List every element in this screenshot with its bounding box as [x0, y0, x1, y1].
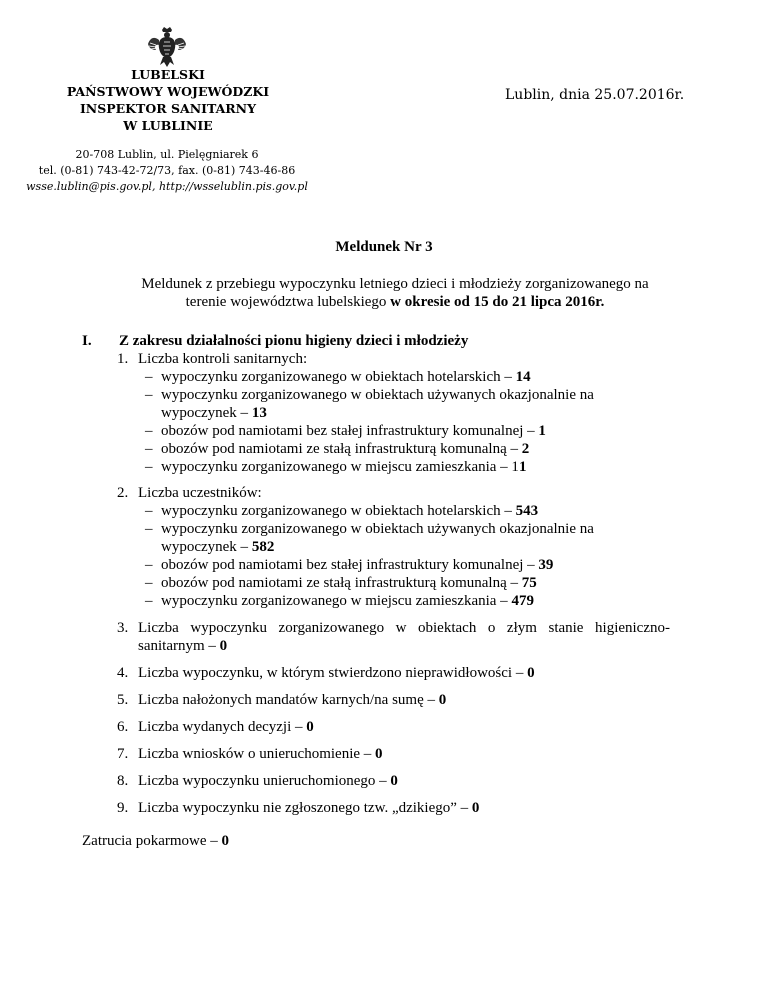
intro-period: w okresie od 15 do 21 lipca 2016r.: [390, 294, 605, 310]
list-item: wypoczynku zorganizowanego w obiektach używanych okazjonalnie na wypoczynek – 582: [161, 521, 594, 555]
item-text: Liczba wypoczynku nie zgłoszonego tzw. „dzikiego” – 0: [138, 800, 480, 816]
bullet-dash: –: [145, 369, 153, 385]
org-line: LUBELSKI: [131, 67, 205, 82]
org-line: INSPEKTOR SANITARNY: [79, 101, 257, 116]
bullet-dash: –: [145, 521, 153, 537]
list-item: wypoczynku zorganizowanego w obiektach używanych okazjonalnie na wypoczynek – 13: [161, 387, 594, 421]
intro-paragraph: [100, 275, 690, 311]
section-heading: [82, 333, 468, 350]
bullet-dash: –: [145, 557, 153, 573]
item-number: 9.: [117, 800, 129, 816]
bullet-dash: –: [145, 575, 153, 591]
item-number: 4.: [117, 665, 129, 681]
item-text: Liczba nałożonych mandatów karnych/na sumę – 0: [138, 692, 447, 708]
document-date: Lublin, dnia 25.07.2016r.: [505, 87, 685, 103]
item-number: 6.: [117, 719, 129, 735]
list-item: obozów pod namiotami bez stałej infrastruktury komunalnej – 1: [161, 423, 546, 439]
item-number: 2.: [117, 485, 129, 501]
bullet-dash: –: [145, 423, 153, 439]
document-title: Meldunek Nr 3: [335, 239, 433, 255]
postal-address: 20-708 Lublin, ul. Pielęgniarek 6: [75, 148, 259, 161]
item-text: Liczba wypoczynku, w którym stwierdzono nieprawidłowości – 0: [138, 665, 535, 681]
contact-block: [14, 147, 320, 195]
item-text: Liczba wypoczynku unieruchomionego – 0: [138, 773, 398, 789]
bullet-dash: –: [145, 441, 153, 457]
email-website: wsse.lublin@pis.gov.pl, http://wsselublin.pis.gov.pl: [26, 180, 308, 193]
bullet-dash: –: [145, 593, 153, 609]
item-number: 5.: [117, 692, 129, 708]
item-number: 1.: [117, 351, 129, 367]
item-number: 8.: [117, 773, 129, 789]
food-poisoning-note: Zatrucia pokarmowe – 0: [82, 833, 230, 849]
list-item: wypoczynku zorganizowanego w obiektach hotelarskich – 14: [161, 369, 531, 385]
issuing-authority: [40, 66, 296, 134]
intro-line-2: [100, 293, 690, 311]
item-text-line-1: Liczba wypoczynku zorganizowanego w obiektach o złym stanie higieniczno-: [138, 620, 670, 636]
org-line: W LUBLINIE: [123, 118, 213, 133]
org-line: PAŃSTWOWY WOJEWÓDZKI: [66, 84, 270, 99]
intro-line-1: Meldunek z przebiegu wypoczynku letniego dzieci i młodzieży zorganizowanego na: [141, 276, 649, 292]
intro-text: terenie województwa lubelskiego: [185, 294, 391, 310]
list-item: obozów pod namiotami ze stałą infrastrukturą komunalną – 2: [161, 441, 530, 457]
item-text: Liczba wniosków o unieruchomienie – 0: [138, 746, 383, 762]
item-label: Liczba uczestników:: [138, 485, 262, 501]
item-text-line-2: sanitarnym – 0: [138, 638, 228, 654]
bullet-dash: –: [145, 459, 153, 475]
item-text: Liczba wydanych decyzji – 0: [138, 719, 314, 735]
polish-eagle-emblem-icon: [146, 26, 188, 68]
section-title: Z zakresu działalności pionu higieny dzieci i młodzieży: [119, 333, 469, 349]
list-item: obozów pod namiotami bez stałej infrastruktury komunalnej – 39: [161, 557, 554, 573]
bullet-dash: –: [145, 503, 153, 519]
list-item: wypoczynku zorganizowanego w obiektach hotelarskich – 543: [161, 503, 539, 519]
bullet-dash: –: [145, 387, 153, 403]
section-number: I.: [82, 333, 92, 349]
item-label: Liczba kontroli sanitarnych:: [138, 351, 308, 367]
list-item: wypoczynku zorganizowanego w miejscu zamieszkania – 479: [161, 593, 534, 609]
item-number: 7.: [117, 746, 129, 762]
phone-fax: tel. (0-81) 743-42-72/73, fax. (0-81) 743-46-86: [38, 164, 296, 177]
list-item: wypoczynku zorganizowanego w miejscu zamieszkania – 11: [161, 459, 527, 475]
item-number: 3.: [117, 620, 129, 636]
list-item: obozów pod namiotami ze stałą infrastrukturą komunalną – 75: [161, 575, 537, 591]
